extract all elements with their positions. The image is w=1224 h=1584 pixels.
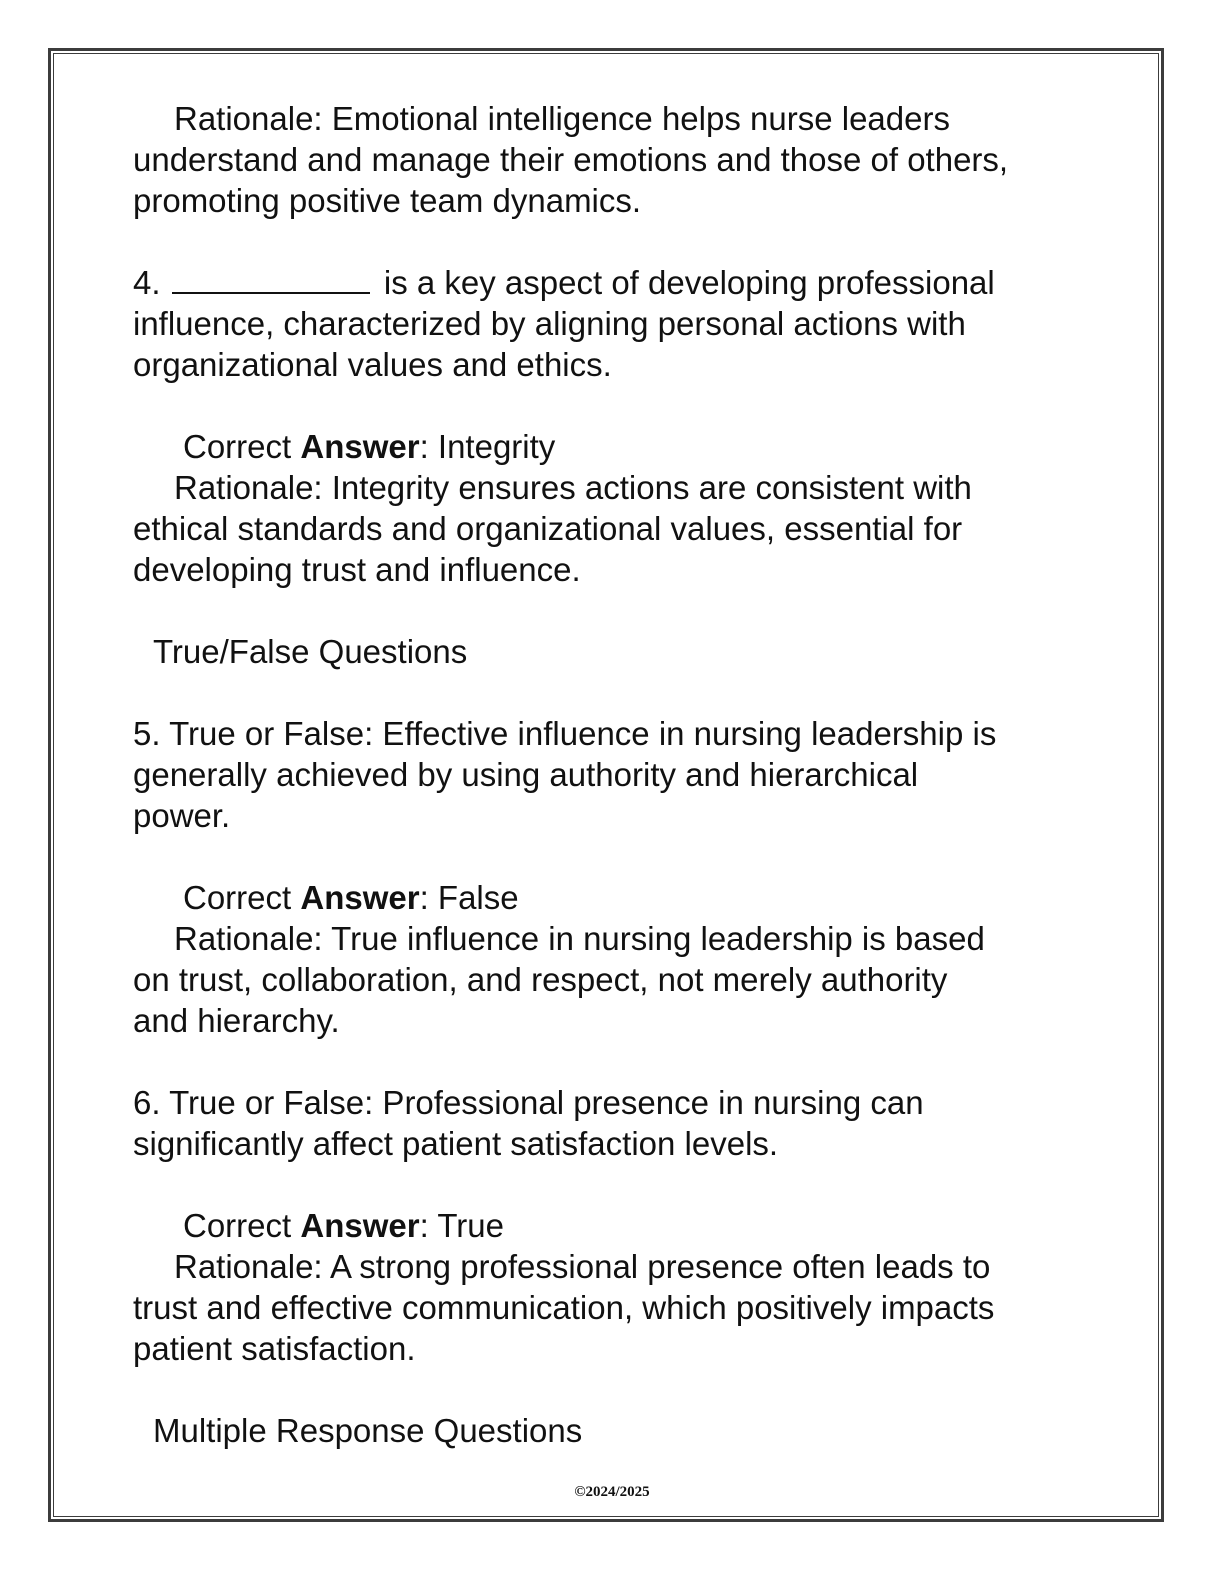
question-6: 6. True or False: Professional presence in nursing can — [133, 1084, 924, 1121]
question-number: 4. — [133, 264, 161, 301]
rationale-line: patient satisfaction. — [133, 1330, 416, 1367]
rationale-line: Rationale: True influence in nursing leadership is based — [174, 920, 985, 957]
rationale-line: on trust, collaboration, and respect, not merely authority — [133, 961, 948, 998]
question-text-line: significantly affect patient satisfaction levels. — [133, 1125, 779, 1162]
answer-prefix: Correct — [183, 879, 301, 916]
rationale-line: Rationale: Integrity ensures actions are consistent with — [174, 469, 972, 506]
rationale-line: promoting positive team dynamics. — [133, 182, 642, 219]
rationale-line: ethical standards and organizational values, essential for — [133, 510, 963, 547]
answer-label: Answer — [300, 428, 420, 465]
answer-label: Answer — [300, 1207, 420, 1244]
question-text-line: influence, characterized by aligning personal actions with — [133, 305, 966, 342]
answer-prefix: Correct — [183, 428, 301, 465]
correct-answer — [133, 426, 1093, 467]
correct-answer — [133, 877, 1093, 918]
answer-value: : False — [419, 879, 519, 916]
question-text-line: power. — [133, 797, 231, 834]
rationale-line: trust and effective communication, which positively impacts — [133, 1289, 995, 1326]
page-footer-copyright: ©2024/2025 — [574, 1484, 650, 1500]
rationale-line: understand and manage their emotions and those of others, — [133, 141, 1009, 178]
fill-in-blank — [172, 262, 370, 294]
answer-value: : Integrity — [419, 428, 556, 465]
question-text-line: generally achieved by using authority and hierarchical — [133, 756, 919, 793]
question-4 — [133, 262, 1093, 303]
rationale-line: developing trust and influence. — [133, 551, 581, 588]
rationale-line: Rationale: Emotional intelligence helps nurse leaders — [174, 100, 950, 137]
question-text: is a key aspect of developing professional — [383, 264, 995, 301]
section-heading-true-false: True/False Questions — [153, 633, 468, 670]
question-text-line: organizational values and ethics. — [133, 346, 612, 383]
answer-label: Answer — [300, 879, 420, 916]
answer-value: : True — [419, 1207, 504, 1244]
rationale-line: Rationale: A strong professional presence often leads to — [174, 1248, 991, 1285]
correct-answer — [133, 1205, 1093, 1246]
section-heading-multiple-response: Multiple Response Questions — [153, 1412, 583, 1449]
answer-prefix: Correct — [183, 1207, 301, 1244]
question-5: 5. True or False: Effective influence in nursing leadership is — [133, 715, 997, 752]
rationale-line: and hierarchy. — [133, 1002, 340, 1039]
document-body — [133, 98, 1093, 1451]
